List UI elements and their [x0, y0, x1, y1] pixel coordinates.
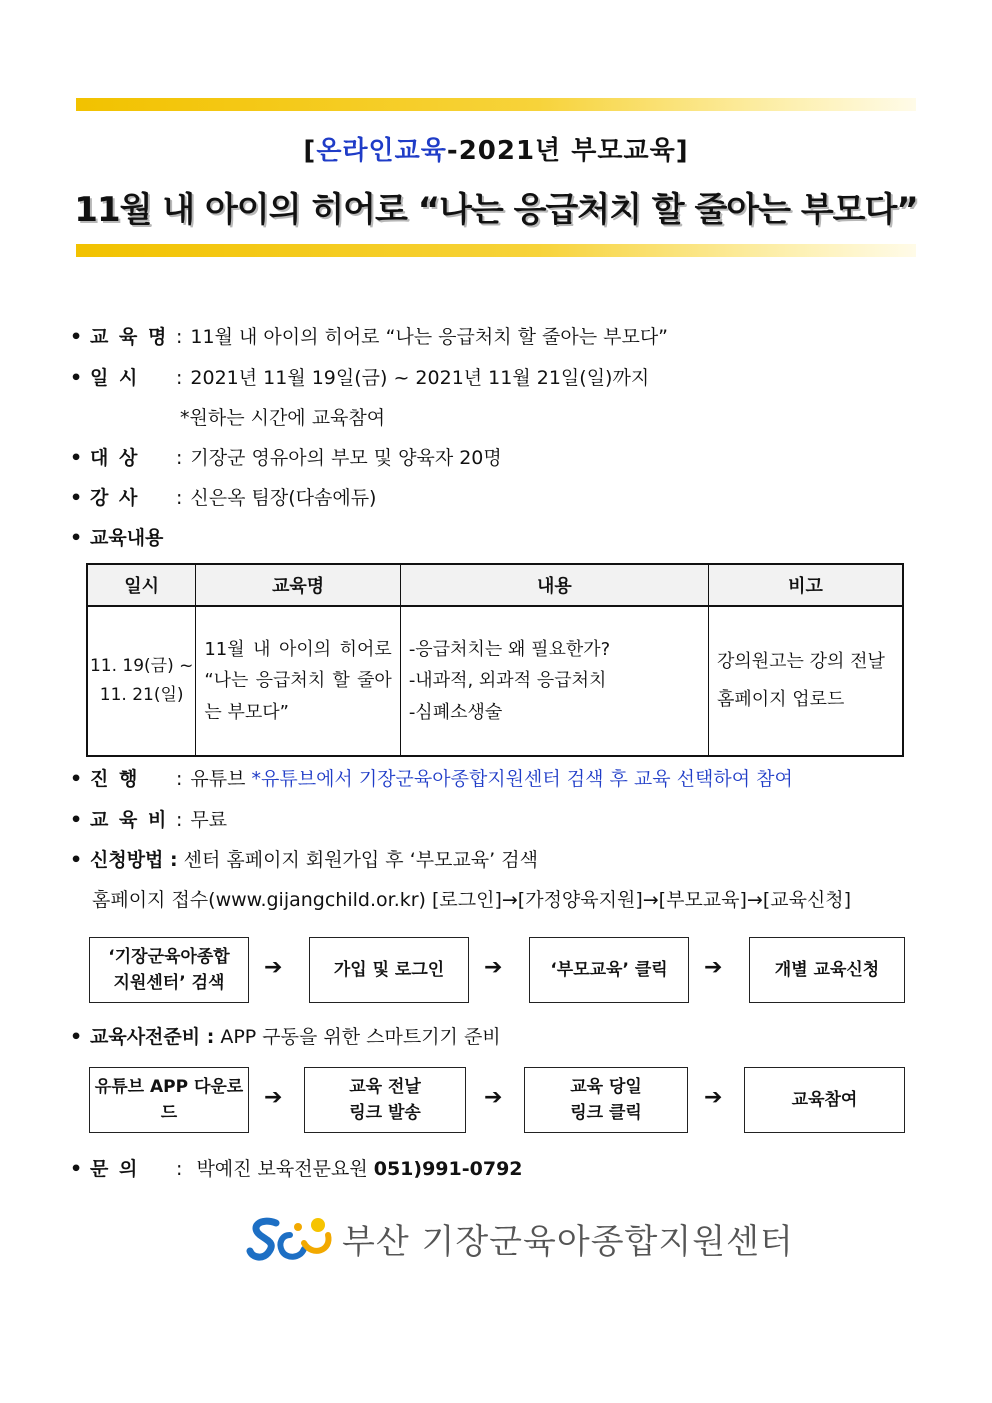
content-item: -응급처치는 왜 필요한가? [408, 638, 611, 660]
progress-row [70, 764, 793, 791]
table-cell-content [400, 606, 708, 756]
date-label: 일 시 [90, 367, 140, 389]
target-value: 기장군 영유아의 부모 및 양육자 20명 [190, 447, 502, 469]
flow2-step-line: 교육 전날 [349, 1076, 421, 1097]
subtitle-online-label: 온라인교육 [316, 136, 447, 166]
course-name-label: 교 육 명 [90, 326, 169, 348]
apply-row [70, 845, 538, 872]
flow1-step-login: 가입 및 로그인 [309, 937, 469, 1003]
progress-value: 유튜브 [190, 768, 246, 790]
prep-label: 교육사전준비 : [90, 1026, 215, 1048]
apply-detail: 홈페이지 접수(www.gijangchild.or.kr) [로그인]→[가정양육지원]→[부모교육]→[교육신청] [92, 889, 852, 911]
flow2-step-download: 유튜브 APP 다운로드 [89, 1067, 249, 1133]
flow2-step-link-sent [304, 1067, 466, 1133]
table-header-date: 일시 [87, 564, 196, 606]
flow1-step-apply: 개별 교육신청 [749, 937, 905, 1003]
bullet: • [70, 487, 83, 509]
flow2-step-link-click [524, 1067, 688, 1133]
bullet: • [70, 326, 83, 348]
colon: : [176, 447, 183, 469]
colon: : [176, 367, 183, 389]
contact-label: 문 의 [90, 1158, 140, 1180]
note-line: 홈페이지 업로드 [716, 689, 845, 710]
apply-label: 신청방법 : [90, 849, 178, 871]
arrow-right-icon: ➔ [484, 955, 503, 980]
flow1-step-search-line: ‘기장군육아종합 [108, 946, 230, 967]
lecturer-label: 강 사 [90, 487, 140, 509]
progress-note: *유튜브에서 기장군육아종합지원센터 검색 후 교육 선택하여 참여 [251, 768, 793, 790]
bullet: • [70, 367, 83, 389]
colon: : [176, 768, 183, 790]
contact-row [70, 1154, 523, 1181]
date-line: 11. 21(일) [99, 685, 184, 705]
prep-row [70, 1022, 501, 1049]
arrow-right-icon: ➔ [704, 955, 723, 980]
org-logo-icon [246, 1213, 334, 1263]
fee-row [70, 805, 227, 832]
fee-label: 교 육 비 [90, 809, 169, 831]
date-line: 11. 19(금) ~ [89, 656, 194, 677]
colon: : [176, 326, 183, 348]
flow1-step-click: ‘부모교육’ 클릭 [529, 937, 689, 1003]
fee-value: 무료 [190, 809, 228, 831]
table-header-row [87, 564, 903, 606]
date-note: *원하는 시간에 교육참여 [180, 407, 386, 429]
arrow-right-icon: ➔ [704, 1085, 723, 1110]
table-cell-course: 11월 내 아이의 히어로 “나는 응급처치 할 줄아는 부모다” [196, 606, 400, 756]
table-row [87, 606, 903, 756]
headline-subtitle [0, 130, 992, 167]
headline-title: 11월 내 아이의 히어로 “나는 응급처치 할 줄아는 부모다” [74, 190, 918, 230]
bullet: • [70, 527, 83, 549]
flow1-step-search-line: 지원센터’ 검색 [113, 973, 225, 993]
bullet: • [70, 849, 83, 871]
content-heading: 교육내용 [90, 527, 164, 549]
arrow-right-icon: ➔ [264, 1085, 283, 1110]
bullet: • [70, 768, 83, 790]
target-label: 대 상 [90, 447, 140, 469]
flow2-step-participate: 교육참여 [744, 1067, 905, 1133]
table-header-content: 내용 [400, 564, 708, 606]
flow2-step-line: 링크 발송 [349, 1103, 421, 1123]
date-value: 2021년 11월 19일(금) ~ 2021년 11월 21일(일)까지 [190, 367, 650, 389]
lecturer-row [70, 483, 376, 510]
flow2-step-line: 교육 당일 [570, 1076, 642, 1097]
arrow-right-icon: ➔ [264, 955, 283, 980]
table-header-course: 교육명 [196, 564, 400, 606]
footer-logo [246, 1213, 794, 1263]
apply-value: 센터 홈페이지 회원가입 후 ‘부모교육’ 검색 [183, 849, 538, 871]
table-cell-date [87, 606, 196, 756]
top-decoration-band [76, 98, 916, 111]
course-name-value: 11월 내 아이의 히어로 “나는 응급처치 할 줄아는 부모다” [190, 326, 669, 348]
flow2-step-line: 링크 클릭 [570, 1103, 642, 1123]
subtitle-bracket: [ [303, 136, 317, 166]
note-line: 강의원고는 강의 전날 [716, 651, 885, 673]
arrow-right-icon: ➔ [484, 1085, 503, 1110]
bullet: • [70, 447, 83, 469]
prep-value: APP 구동을 위한 스마트기기 준비 [220, 1026, 501, 1048]
content-item: -내과적, 외과적 응급처치 [408, 670, 607, 692]
progress-label: 진 행 [90, 768, 140, 790]
lecturer-value: 신은옥 팀장(다솜에듀) [190, 487, 377, 509]
colon: : [176, 487, 183, 509]
bullet: • [70, 1158, 83, 1180]
content-heading-row [70, 523, 169, 550]
flow1-step-search [89, 937, 249, 1003]
bottom-decoration-band [76, 244, 916, 257]
colon: : [176, 1158, 183, 1180]
bullet: • [70, 1026, 83, 1048]
table-header-note: 비고 [708, 564, 903, 606]
course-name-row [70, 322, 668, 349]
contact-name: 박예진 보육전문요원 [196, 1158, 368, 1180]
subtitle-rest: -2021년 부모교육] [446, 136, 689, 166]
target-row [70, 443, 502, 470]
bullet: • [70, 809, 83, 831]
colon: : [176, 809, 183, 831]
contact-phone: 051)991-0792 [373, 1158, 523, 1180]
table-cell-note [708, 606, 903, 756]
org-name: 부산 기장군육아종합지원센터 [342, 1221, 794, 1262]
date-row [70, 363, 649, 390]
content-item: -심폐소생술 [408, 701, 503, 723]
education-table [86, 563, 904, 757]
